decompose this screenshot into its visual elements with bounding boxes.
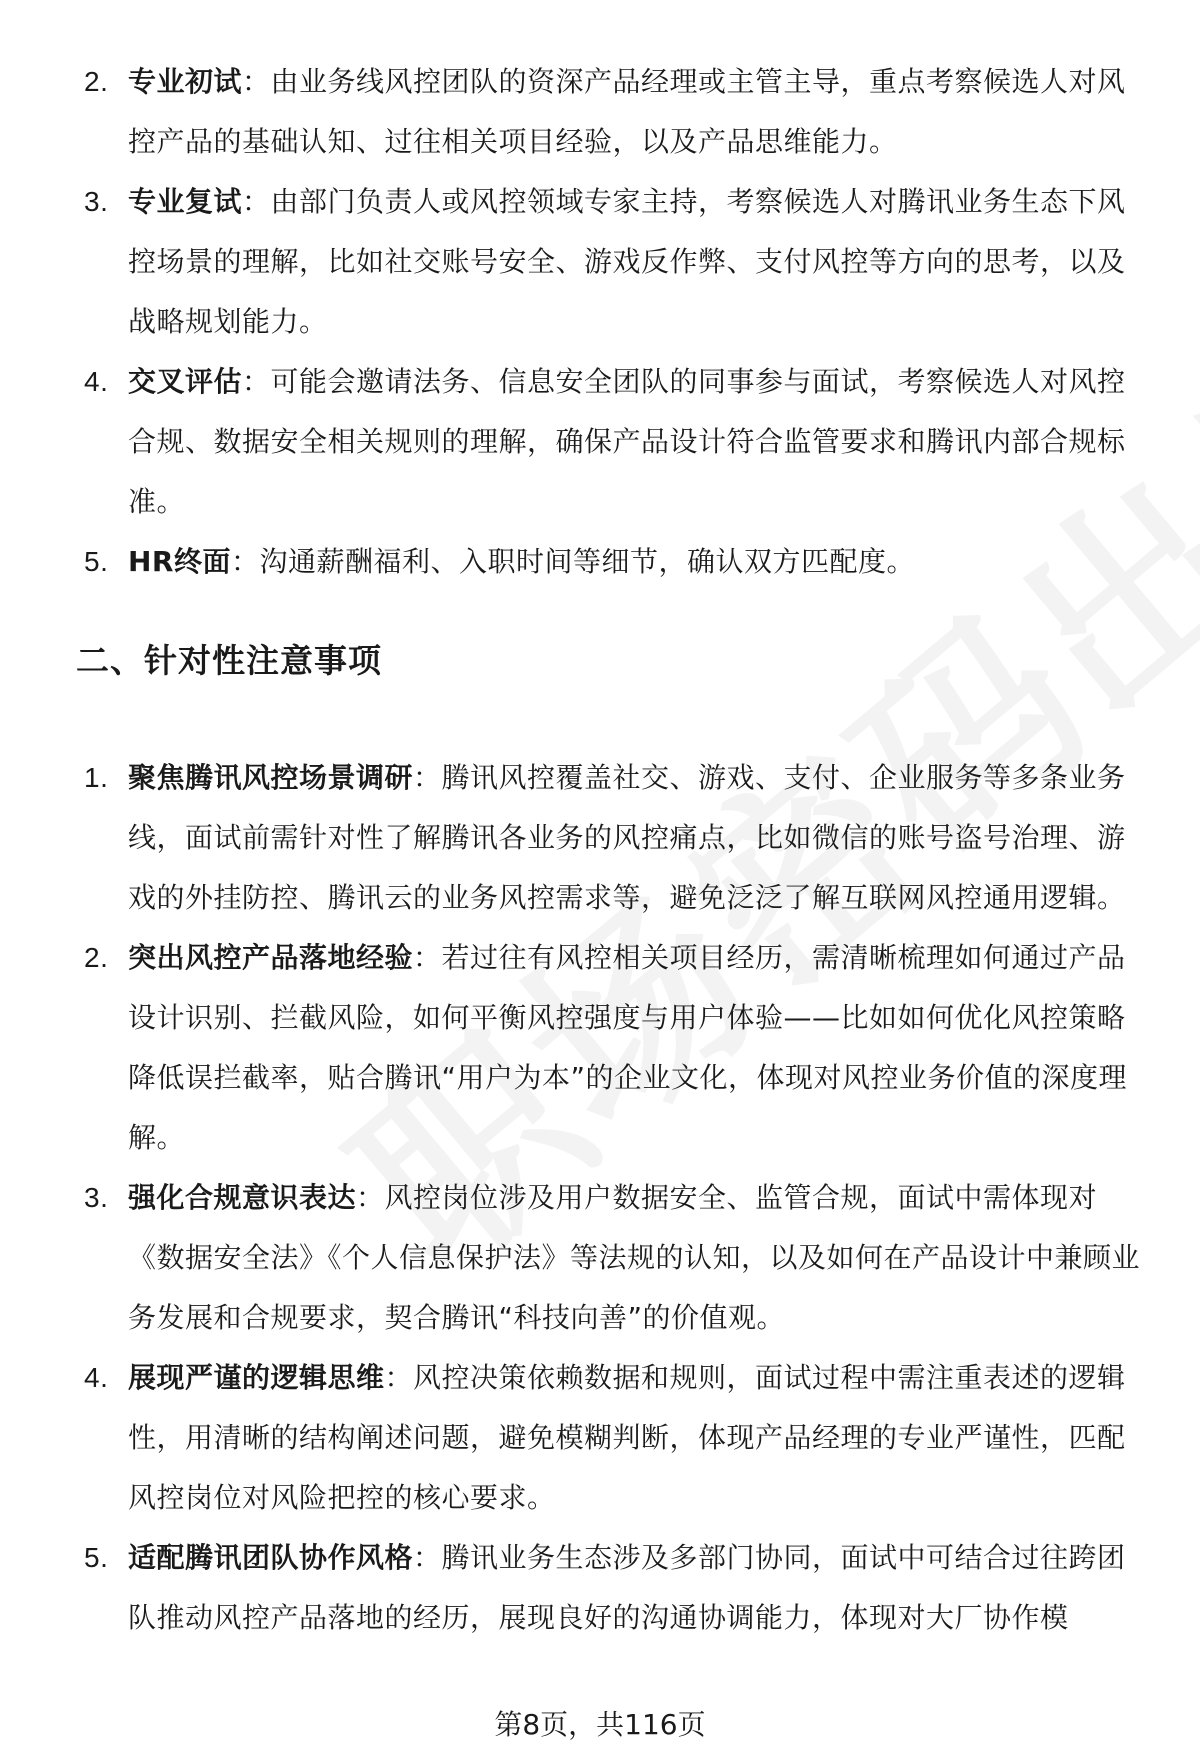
- list-item: [0, 1348, 1200, 1528]
- list-item: [0, 352, 1200, 532]
- item-number: 3.: [84, 186, 109, 217]
- item-number: 5.: [84, 546, 109, 577]
- item-number: 5.: [84, 1542, 109, 1573]
- list-item: [0, 928, 1200, 1168]
- item-text: ：沟通薪酬福利、入职时间等细节，确认双方匹配度。: [231, 545, 916, 578]
- item-number: 2.: [84, 942, 109, 973]
- item-text: ：可能会邀请法务、信息安全团队的同事参与面试，考察候选人对风控合规、数据安全相关规则的理解，确保产品设计符合监管要求和腾讯内部合规标准。: [128, 365, 1126, 518]
- item-text: ：腾讯业务生态涉及多部门协同，面试中可结合过往跨团队推动风控产品落地的经历，展现良好的沟通协调能力，体现对大厂协作模: [128, 1541, 1126, 1634]
- interview-process-list: [0, 52, 1200, 592]
- item-text: ：腾讯风控覆盖社交、游戏、支付、企业服务等多条业务线，面试前需针对性了解腾讯各业务的风控痛点，比如微信的账号盗号治理、游戏的外挂防控、腾讯云的业务风控需求等，避免泛泛了解互联网风控通用逻辑。: [128, 761, 1126, 914]
- section-heading: 二、针对性注意事项: [76, 641, 382, 680]
- item-label: 交叉评估: [128, 365, 243, 398]
- item-label: 专业复试: [128, 185, 243, 218]
- item-label: 突出风控产品落地经验: [128, 941, 414, 974]
- item-label: 强化合规意识表达: [128, 1181, 357, 1214]
- item-number: 3.: [84, 1182, 109, 1213]
- item-text: ：风控决策依赖数据和规则，面试过程中需注重表述的逻辑性，用清晰的结构阐述问题，避免模糊判断，体现产品经理的专业严谨性，匹配风控岗位对风险把控的核心要求。: [128, 1361, 1126, 1514]
- item-label: 适配腾讯团队协作风格: [128, 1541, 414, 1574]
- item-number: 2.: [84, 66, 109, 97]
- page-number: 第8页，共116页: [494, 1708, 706, 1741]
- list-item: [0, 1528, 1200, 1648]
- item-label: 专业初试: [128, 65, 243, 98]
- list-item: [0, 532, 1200, 592]
- list-item: [0, 1168, 1200, 1348]
- item-text: ：由部门负责人或风控领域专家主持，考察候选人对腾讯业务生态下风控场景的理解，比如社交账号安全、游戏反作弊、支付风控等方向的思考，以及战略规划能力。: [128, 185, 1126, 338]
- list-item: [0, 172, 1200, 352]
- list-item: [0, 748, 1200, 928]
- item-number: 4.: [84, 366, 109, 397]
- item-text: ：若过往有风控相关项目经历，需清晰梳理如何通过产品设计识别、拦截风险，如何平衡风控强度与用户体验——比如如何优化风控策略降低误拦截率，贴合腾讯“用户为本”的企业文化，体现对风控业务价值的深度理解。: [128, 941, 1128, 1154]
- item-label: HR终面: [128, 545, 231, 578]
- item-number: 4.: [84, 1362, 109, 1393]
- item-label: 展现严谨的逻辑思维: [128, 1361, 385, 1394]
- item-text: ：由业务线风控团队的资深产品经理或主管主导，重点考察候选人对风控产品的基础认知、过往相关项目经验，以及产品思维能力。: [128, 65, 1126, 158]
- item-text: ：风控岗位涉及用户数据安全、监管合规，面试中需体现对《数据安全法》《个人信息保护法》等法规的认知，以及如何在产品设计中兼顾业务发展和合规要求，契合腾讯“科技向善”的价值观。: [128, 1181, 1141, 1334]
- precautions-list: [0, 748, 1200, 1648]
- item-number: 1.: [84, 762, 109, 793]
- list-item: [0, 52, 1200, 172]
- item-label: 聚焦腾讯风控场景调研: [128, 761, 414, 794]
